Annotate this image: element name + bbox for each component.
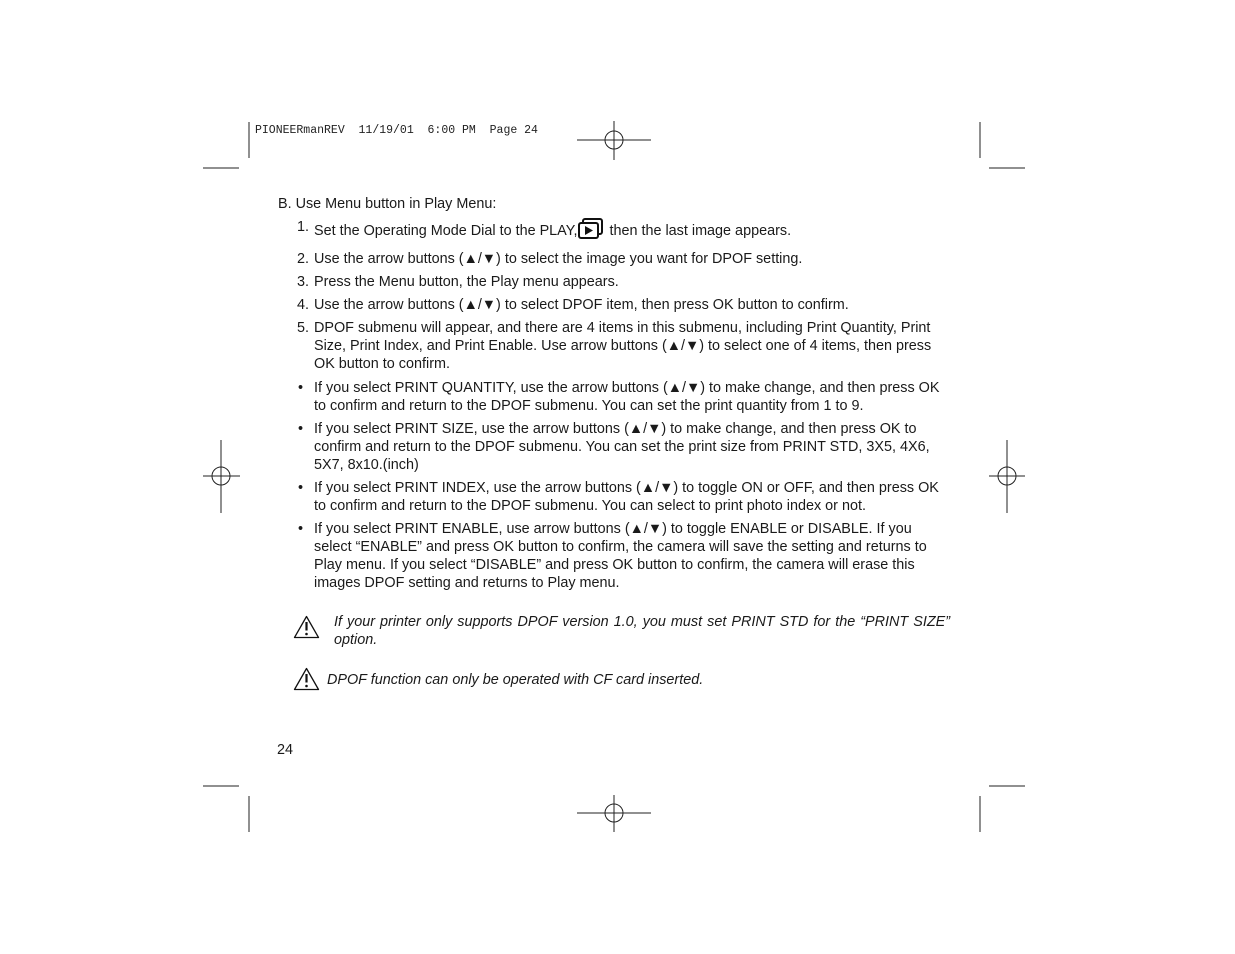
bullet-text: If you select PRINT SIZE, use the arrow buttons (▲/▼) to make change, and then press OK to confirm and return to the DPOF submenu. You can set the print size from PRINT STD, 3X5, 4X6, 5X7, 8x10.(inch)	[314, 421, 930, 473]
bullets-list	[278, 379, 950, 592]
list-item	[298, 420, 950, 474]
list-item	[297, 250, 950, 268]
list-item	[297, 296, 950, 314]
bullet-marker: •	[298, 480, 304, 496]
step-number: 2.	[297, 251, 310, 267]
step-text: Set the Operating Mode Dial to the PLAY,	[314, 223, 578, 239]
play-mode-icon	[578, 218, 604, 245]
bullet-text: If you select PRINT QUANTITY, use the arrow buttons (▲/▼) to make change, and then press OK to confirm and return to the DPOF submenu. You can set the print quantity from 1 to 9.	[314, 380, 940, 414]
section-heading: B. Use Menu button in Play Menu:	[278, 196, 497, 212]
step-text: Use the arrow buttons (▲/▼) to select DPOF item, then press OK button to confirm.	[314, 297, 849, 313]
print-slug-line: PIONEERmanREV 11/19/01 6:00 PM Page 24	[255, 124, 538, 137]
page-content	[278, 195, 950, 597]
note-text: If your printer only supports DPOF version 1.0, you must set PRINT STD for the “PRINT SIZE” option.	[334, 614, 950, 648]
list-item	[297, 273, 950, 291]
step-number: 3.	[297, 274, 310, 290]
note-cf-card	[293, 671, 950, 689]
note-printer-dpof	[293, 613, 950, 649]
list-item	[298, 379, 950, 415]
bullet-text: If you select PRINT INDEX, use the arrow buttons (▲/▼) to toggle ON or OFF, and then press OK to confirm and return to the DPOF submenu. You can select to print photo index or not.	[314, 480, 939, 514]
bullet-text: If you select PRINT ENABLE, use arrow buttons (▲/▼) to toggle ENABLE or DISABLE. If you select “ENABLE” and press OK button to confirm, the camera will save the setting and returns to Play menu. If you select “DISABLE” and press OK button to confirm, the camera will erase this images DPOF setting and returns to Play menu.	[314, 521, 927, 591]
page-number: 24	[277, 742, 294, 758]
step-number: 4.	[297, 297, 310, 313]
step-text: Press the Menu button, the Play menu appears.	[314, 274, 619, 290]
warning-icon	[293, 667, 320, 696]
bullet-marker: •	[298, 421, 304, 437]
step-text: Use the arrow buttons (▲/▼) to select the image you want for DPOF setting.	[314, 251, 803, 267]
list-item	[297, 319, 950, 373]
warning-icon	[293, 615, 320, 644]
list-item	[298, 520, 950, 592]
step-text: then the last image appears.	[605, 223, 792, 239]
list-item	[298, 479, 950, 515]
steps-list	[278, 218, 950, 373]
step-number: 5.	[297, 320, 310, 336]
bullet-marker: •	[298, 380, 304, 396]
note-text: DPOF function can only be operated with CF card inserted.	[327, 672, 704, 688]
bullet-marker: •	[298, 521, 304, 537]
step-text: DPOF submenu will appear, and there are 4 items in this submenu, including Print Quantity, Print Size, Print Index, and Print Enable. Use arrow buttons (▲/▼) to select one of 4 items, then press OK button to confirm.	[314, 320, 932, 372]
step-number: 1.	[297, 219, 310, 235]
list-item	[297, 218, 950, 245]
